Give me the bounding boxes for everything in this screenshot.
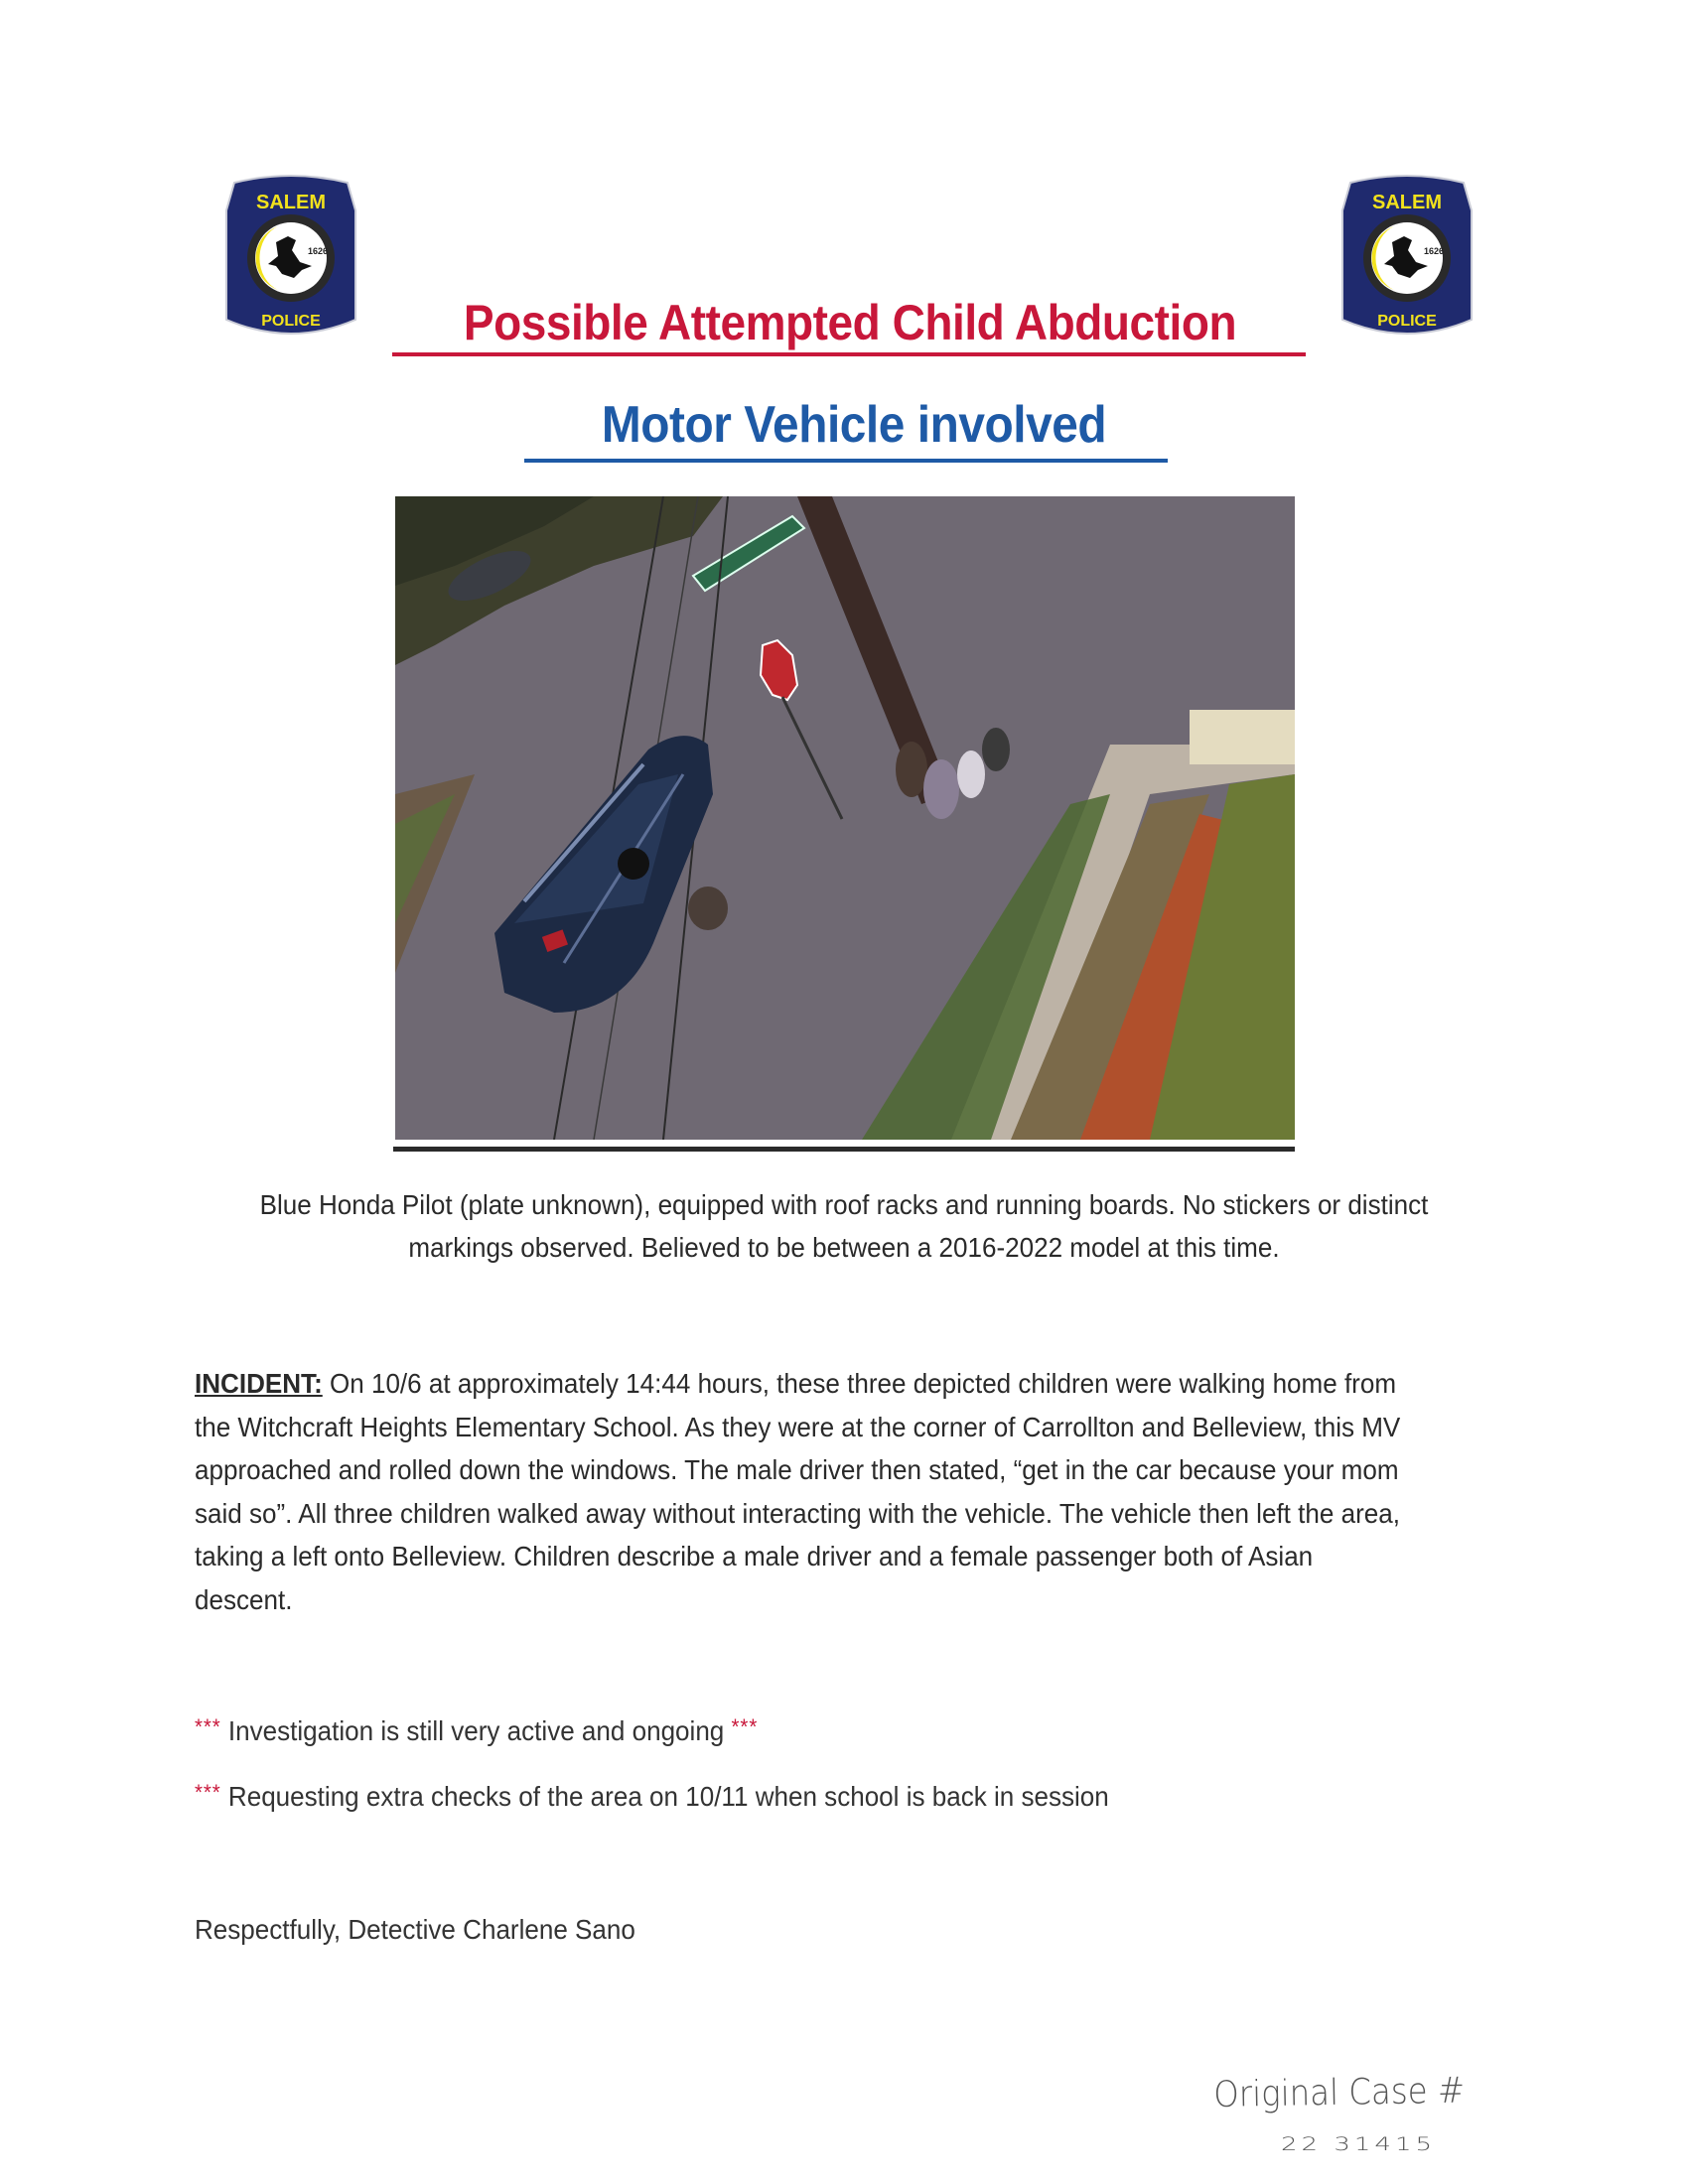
- subtitle-underline: [524, 459, 1168, 463]
- note-text: Requesting extra checks of the area on 10/11 when school is back in session: [220, 1781, 1109, 1812]
- salem-police-badge-right: [1333, 171, 1481, 349]
- surveillance-photo: [395, 496, 1295, 1140]
- asterisks-prefix: ***: [195, 1780, 221, 1805]
- page-subtitle: Motor Vehicle involved: [601, 396, 1107, 454]
- incident-label: INCIDENT:: [195, 1368, 323, 1399]
- surveillance-photo-image: [395, 496, 1295, 1140]
- badge-year: 1626: [1424, 246, 1445, 256]
- note-investigation-active: [195, 1714, 758, 1747]
- incident-paragraph: [195, 1362, 1414, 1621]
- badge-top-text: SALEM: [1372, 192, 1442, 213]
- signoff: Respectfully, Detective Charlene Sano: [195, 1914, 635, 1945]
- handwritten-case-label: Original Case #: [1213, 2070, 1466, 2116]
- police-badge-icon: [216, 171, 365, 349]
- incident-text: On 10/6 at approximately 14:44 hours, these three depicted children were walking home from the Witchcraft Heights Elementary School. As they were at the corner of Carrollton and Belleview, this MV approached and rolled down the windows. The male driver then stated, “get in the car because your mom said so”. All three children walked away without interacting with the vehicle. The vehicle then left the area, taking a left onto Belleview. Children describe a male driver and a female passenger both of Asian descent.: [195, 1368, 1401, 1615]
- asterisks-suffix: ***: [731, 1714, 759, 1739]
- badge-bottom-text: POLICE: [261, 313, 321, 330]
- handwritten-case-number: 22 31415: [1281, 2134, 1437, 2155]
- note-extra-checks: [195, 1780, 1109, 1813]
- photo-divider-line: [393, 1147, 1295, 1152]
- police-badge-icon: [1333, 171, 1481, 349]
- note-text: Investigation is still very active and ongoing: [220, 1715, 732, 1746]
- salem-police-badge-left: [216, 171, 365, 349]
- vehicle-description: Blue Honda Pilot (plate unknown), equipped with roof racks and running boards. No stickers or distinct markings observed. Believed to be between a 2016-2022 model at this time.: [259, 1189, 1429, 1263]
- badge-bottom-text: POLICE: [1377, 313, 1437, 330]
- asterisks-prefix: ***: [195, 1714, 221, 1739]
- badge-top-text: SALEM: [256, 192, 326, 213]
- title-underline: [392, 352, 1306, 356]
- badge-year: 1626: [308, 246, 329, 256]
- page-title: Possible Attempted Child Abduction: [463, 295, 1237, 350]
